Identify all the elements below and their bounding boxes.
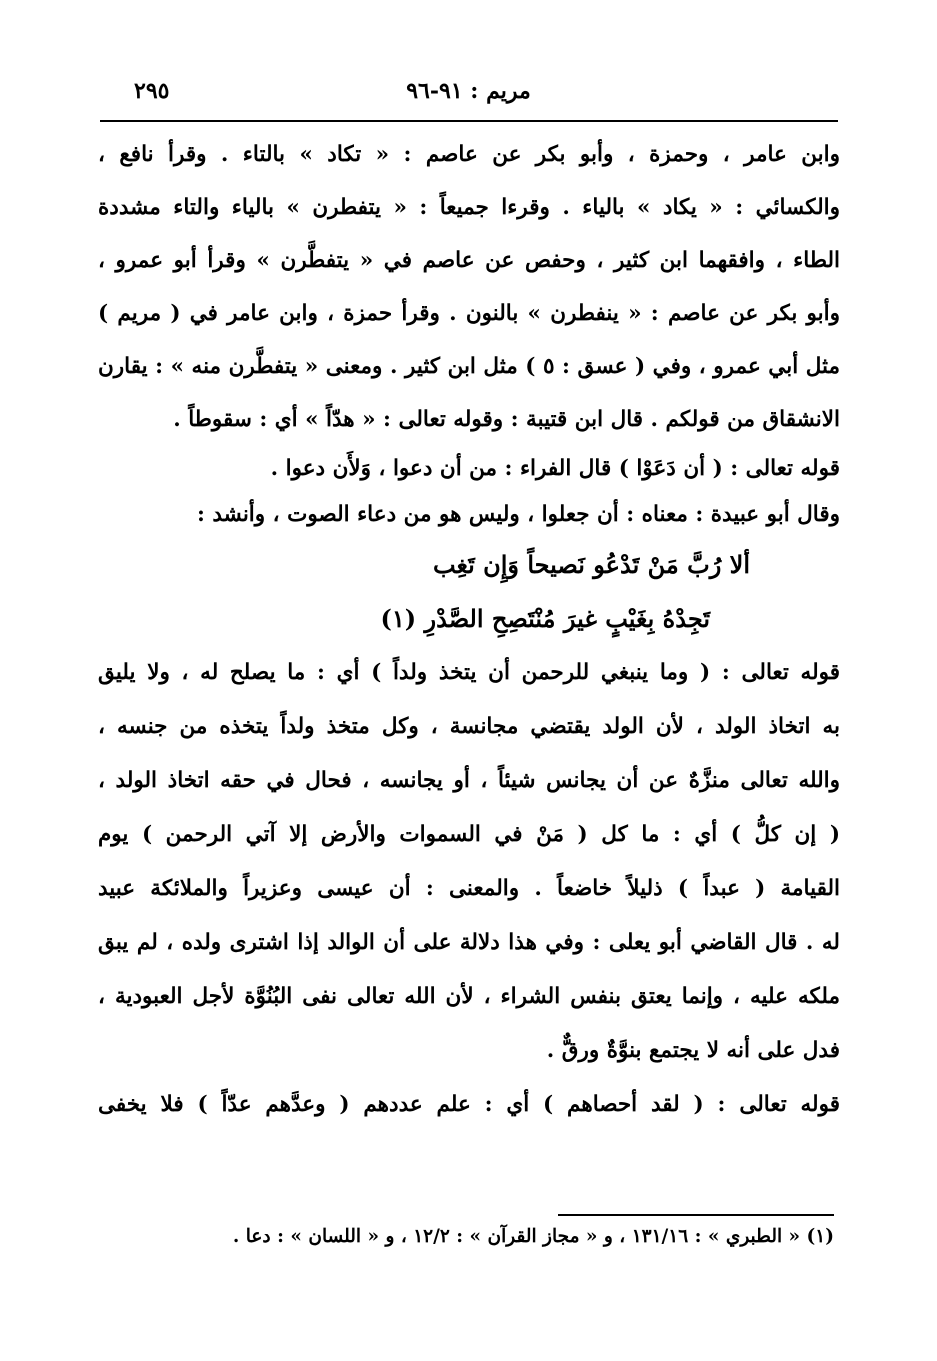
page-header xyxy=(100,78,837,114)
text-line: والله تعالى منزَّهٌ عن أن يجانس شيئاً ، أو يجانسه ، فحال في حقه اتخاذ الولد ، xyxy=(98,768,840,793)
text-line: وأبو بكر عن عاصم : « ينفطرن » بالنون . وقرأ حمزة ، وابن عامر في ( مريم ) xyxy=(98,301,840,326)
poetry-verse: تَجِدْهُ بِغَيْبٍ غيرَ مُنْتَصِحِ الصَّدْرِ (١) xyxy=(380,604,710,633)
poetry-verse: ألا رُبَّ مَنْ تَدْعُو نَصيحاً وَإِن تَغِب xyxy=(432,550,750,579)
header-rule xyxy=(100,120,838,122)
body-text xyxy=(98,128,840,1132)
text-line: والكسائي : « يكاد » بالياء . وقرءا جميعاً : « يتفطرن » بالياء والتاء مشددة xyxy=(98,195,840,220)
footnote-rule xyxy=(558,1214,834,1216)
text-line: الطاء ، وافقهما ابن كثير ، وحفص عن عاصم في « يتفطَّرن » وقرأ أبو عمرو ، xyxy=(98,248,840,273)
page-number: ٢٩٥ xyxy=(134,78,170,104)
footnote: (١) « الطبري » : ١٣١/١٦ ، و « مجاز القرآن » : ١٢/٢ ، و « اللسان » : دعا . xyxy=(232,1226,834,1247)
text-line: ( إن كلُّ ) أي : ما كل ( مَنْ في السموات والأرض إلا آتي الرحمن ) يوم xyxy=(98,822,840,847)
text-line: قوله تعالى : ( لقد أحصاهم ) أي : علم عددهم ( وعدَّهم عدّاً ) فلا يخفى xyxy=(98,1092,840,1117)
text-line: وابن عامر ، وحمزة ، وأبو بكر عن عاصم : « تكاد » بالتاء . وقرأ نافع ، xyxy=(98,142,840,167)
text-line: قوله تعالى : ( أن دَعَوْا ) قال الفراء : من أن دعوا ، وَلأَن دعوا . xyxy=(270,456,840,481)
text-line: قوله تعالى : ( وما ينبغي للرحمن أن يتخذ ولداً ) أي : ما يصلح له ، ولا يليق xyxy=(98,660,840,685)
text-line: وقال أبو عبيدة : معناه : أن جعلوا ، وليس هو من دعاء الصوت ، وأنشد : xyxy=(196,502,840,527)
text-line: له . قال القاضي أبو يعلى : وفي هذا دلالة على أن الوالد إذا اشترى ولده ، لم يبق xyxy=(98,930,840,955)
text-line: مثل أبي عمرو ، وفي ( عسق : ٥ ) مثل ابن كثير . ومعنى « يتفطَّرن منه » : يقارن xyxy=(98,354,840,379)
text-line: فدل على أنه لا يجتمع بنوَّةٌ ورقٌّ . xyxy=(546,1038,840,1063)
text-line: القيامة ( عبداً ) ذليلاً خاضعاً . والمعنى : أن عيسى وعزيراً والملائكة عبيد xyxy=(98,876,840,901)
text-line: الانشقاق من قولكم . قال ابن قتيبة : وقوله تعالى : « هدّاً » أي : سقوطاً . xyxy=(173,407,840,432)
text-line: به اتخاذ الولد ، لأن الولد يقتضي مجانسة ، وكل متخذ ولداً يتخذه من جنسه ، xyxy=(98,714,840,739)
running-title: مريم : ٩١-٩٦ xyxy=(406,78,531,104)
text-line: ملكه عليه ، وإنما يعتق بنفس الشراء ، لأن الله تعالى نفى البُنُوَّة لأجل العبودية ، xyxy=(98,984,840,1009)
